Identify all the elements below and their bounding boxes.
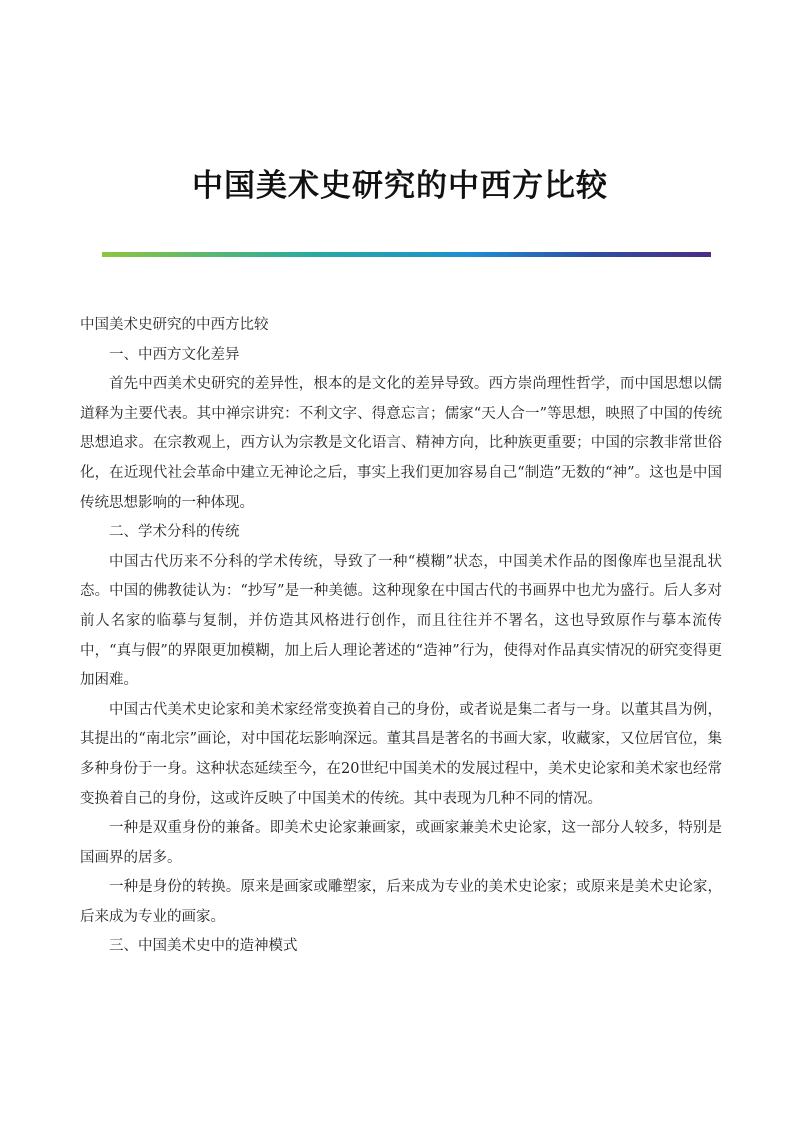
paragraph: 中国古代美术史论家和美术家经常变换着自己的身份，或者说是集二者与一身。以董其昌为例，其提出的“南北宗”画论，对中国花坛影响深远。董其昌是著名的书画大家，收藏家，又位居官位，集多种身份于一身。这种状态延续至今，在20世纪中国美术的发展过程中，美术史论家和美术家也经常变换着自己的身份，这或许反映了中国美术的传统。其中表现为几种不同的情况。	[80, 701, 722, 807]
title-divider	[102, 252, 711, 257]
paragraph: 一种是双重身份的兼备。即美术史论家兼画家，或画家兼美术史论家，这一部分人较多，特别是国画界的居多。	[80, 820, 722, 866]
paragraph: 首先中西美术史研究的差异性，根本的是文化的差异导致。西方崇尚理性哲学，而中国思想以儒道释为主要代表。其中禅宗讲究：不利文字、得意忘言；儒家“天人合一”等思想，映照了中国的传统思想追求。在宗教观上，西方认为宗教是文化语言、精神方向，比种族更重要；中国的宗教非常世俗化，在近现代社会革命中建立无神论之后，事实上我们更加容易自己“制造”无数的“神”。这也是中国传统思想影响的一种体现。	[80, 376, 722, 511]
section-heading-3: 三、中国美术史中的造神模式	[109, 938, 298, 955]
document-body	[80, 311, 722, 962]
document-subtitle: 中国美术史研究的中西方比较	[80, 317, 269, 333]
section-heading-1: 一、中西方文化差异	[109, 346, 240, 363]
document-title: 中国美术史研究的中西方比较	[192, 168, 608, 204]
paragraph: 一种是身份的转换。原来是画家或雕塑家，后来成为专业的美术史论家；或原来是美术史论家，后来成为专业的画家。	[80, 879, 722, 925]
paragraph: 中国古代历来不分科的学术传统，导致了一种“模糊”状态，中国美术作品的图像库也呈混乱状态。中国的佛教徒认为：“抄写”是一种美德。这种现象在中国古代的书画界中也尤为盛行。后人多对前人名家的临摹与复制，并仿造其风格进行创作，而且往往并不署名，这也导致原作与摹本流传中，“真与假”的界限更加模糊，加上后人理论著述的“造神”行为，使得对作品真实情况的研究变得更加困难。	[80, 553, 722, 689]
section-heading-2: 二、学术分科的传统	[109, 524, 240, 541]
